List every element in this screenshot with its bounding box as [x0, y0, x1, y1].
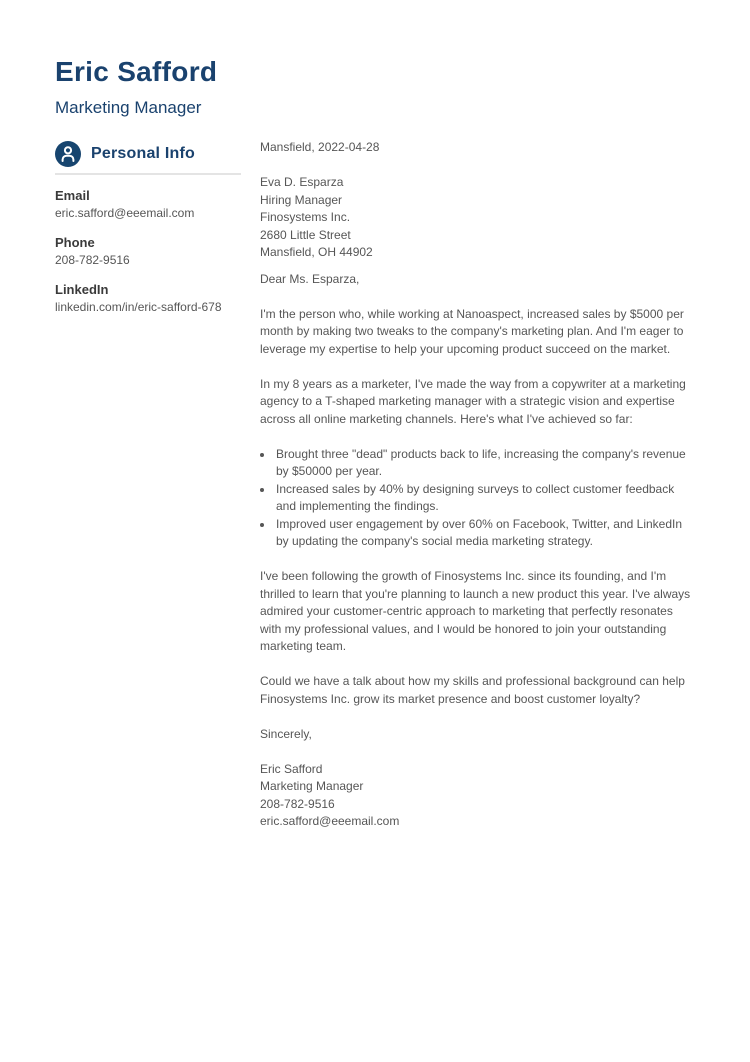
letter-header	[55, 57, 217, 118]
sidebar-field-phone	[55, 234, 241, 269]
paragraph-company-fit: I've been following the growth of Finosystems Inc. since its founding, and I'm thrilled to learn that you're planning to launch a new product this year. I've always admired your customer-centric approach to marketing that perfectly resonates with my professional values, and I would be honored to join your outstanding marketing team.	[260, 569, 691, 653]
recipient-company: Finosystems Inc.	[260, 210, 351, 224]
field-value: linkedin.com/in/eric-safford-678	[55, 299, 222, 314]
signature-name: Eric Safford	[260, 761, 323, 776]
field-label: LinkedIn	[55, 282, 109, 297]
field-label: Email	[55, 188, 90, 203]
achievements-list	[260, 446, 697, 551]
letter-body	[260, 139, 697, 831]
achievement-item: • Increased sales by 40% by designing surveys to collect customer feedback and implementing the findings.	[274, 481, 697, 516]
achievement-item: • Improved user engagement by over 60% on Facebook, Twitter, and LinkedIn by updating the company's social media marketing strategy.	[274, 516, 697, 551]
signature-email: eric.safford@eeemail.com	[260, 814, 400, 828]
candidate-job-title: Marketing Manager	[55, 97, 202, 117]
personal-info-title: Personal Info	[91, 145, 195, 162]
recipient-city: Mansfield, OH 44902	[260, 245, 373, 259]
recipient-street: 2680 Little Street	[260, 227, 351, 242]
signature-phone: 208-782-9516	[260, 796, 335, 811]
sidebar-field-email	[55, 187, 241, 222]
date-line: Mansfield, 2022-04-28	[260, 140, 380, 154]
candidate-name: Eric Safford	[55, 56, 218, 87]
achievement-item: • Brought three "dead" products back to life, increasing the company's revenue by $50000 per year.	[274, 446, 697, 481]
personal-info-heading	[55, 141, 241, 175]
paragraph-experience: In my 8 years as a marketer, I've made the way from a copywriter at a marketing agency to a T-shaped marketing manager with a strategic vision and expertise across all online marketing channels. Here's what I've achieved so far:	[260, 376, 686, 426]
personal-info-sidebar	[55, 141, 241, 316]
salutation: Dear Ms. Esparza,	[260, 271, 360, 286]
person-icon	[55, 141, 81, 167]
paragraph-call-to-action: Could we have a talk about how my skills and professional background can help Finosystems Inc. grow its market presence and boost customer loyalty?	[260, 674, 685, 706]
recipient-block	[260, 174, 697, 262]
valediction: Sincerely,	[260, 726, 312, 741]
recipient-role: Hiring Manager	[260, 192, 343, 207]
signature-title: Marketing Manager	[260, 779, 364, 793]
signature-block	[260, 761, 697, 831]
sidebar-field-linkedin	[55, 281, 241, 316]
recipient-name: Eva D. Esparza	[260, 175, 344, 189]
paragraph-intro: I'm the person who, while working at Nanoaspect, increased sales by $5000 per month by making two tweaks to the company's marketing plan. And I'm eager to leverage my expertise to help your upcoming product succeed on the market.	[260, 306, 684, 356]
field-value: eric.safford@eeemail.com	[55, 205, 195, 220]
field-value: 208-782-9516	[55, 252, 130, 267]
field-label: Phone	[55, 235, 95, 250]
